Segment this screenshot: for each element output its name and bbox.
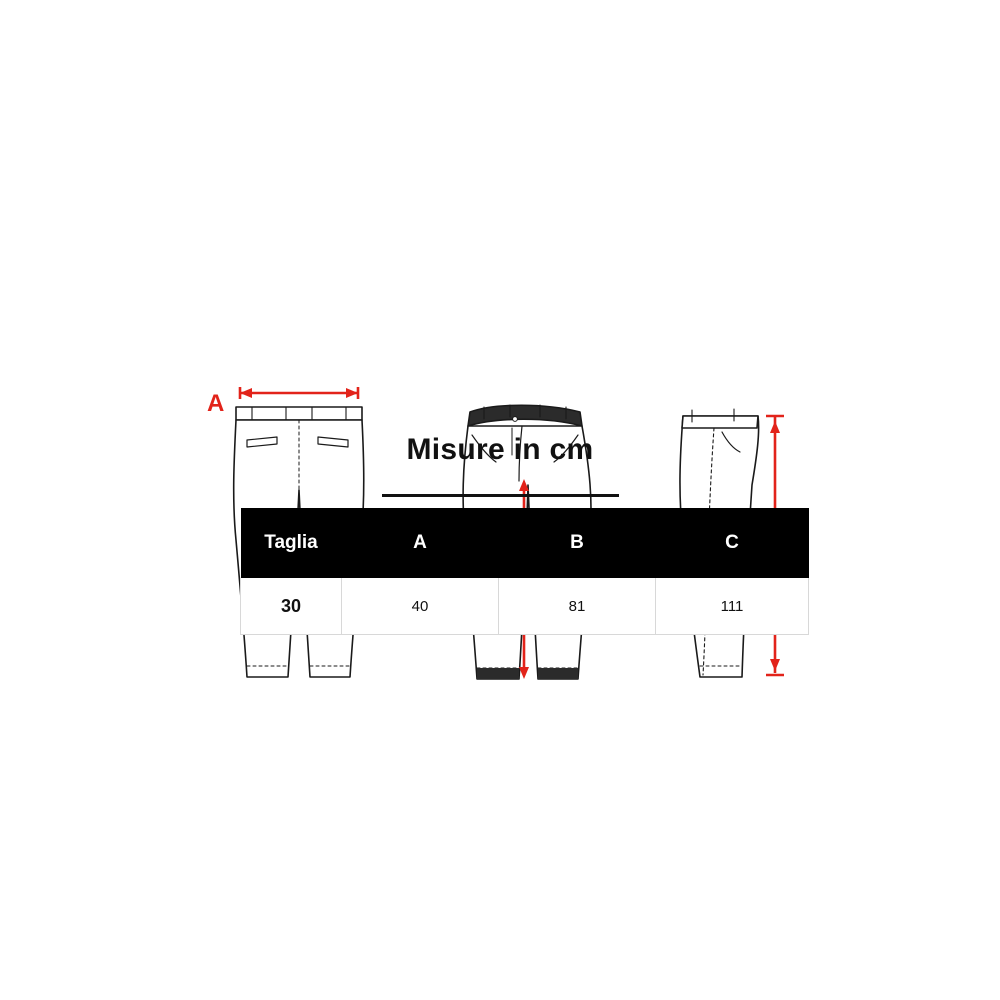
table-row — [241, 578, 809, 635]
measurement-diagram — [0, 0, 1000, 430]
arrowhead-c-bottom — [770, 659, 780, 671]
label-a: A — [207, 390, 225, 417]
table-body — [241, 578, 809, 635]
measure-arrow-a — [240, 387, 358, 399]
cell-c: 111 — [656, 578, 809, 635]
arrowhead-a-left — [240, 388, 252, 398]
page-title: Misure in cm — [406, 433, 594, 466]
table-head — [241, 508, 809, 578]
header-a: A — [342, 508, 499, 578]
chart-title-block — [0, 430, 1000, 497]
size-table — [240, 508, 809, 635]
table-header-row — [241, 508, 809, 578]
header-size: Taglia — [241, 508, 342, 578]
arrowhead-a-right — [346, 388, 358, 398]
arrowhead-b-bottom — [519, 667, 529, 679]
cell-a: 40 — [342, 578, 499, 635]
header-b: B — [499, 508, 656, 578]
cell-size: 30 — [241, 578, 342, 635]
header-c: C — [656, 508, 809, 578]
cell-b: 81 — [499, 578, 656, 635]
title-divider — [382, 494, 619, 497]
size-table-wrapper — [240, 508, 800, 635]
